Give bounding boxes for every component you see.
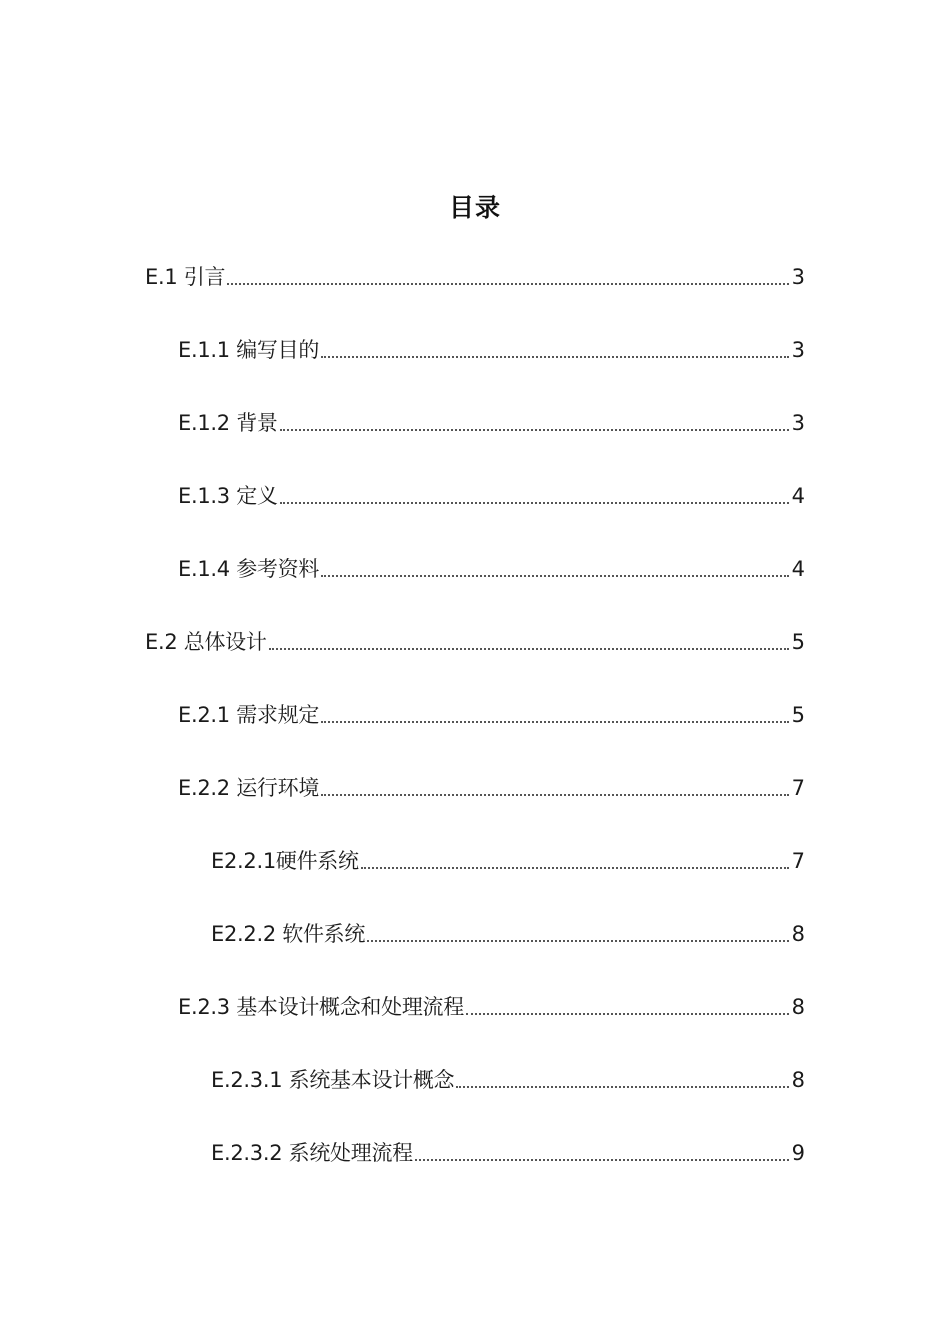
toc-page-number: 3 (791, 265, 805, 289)
toc-page-number: 5 (791, 703, 805, 727)
toc-entry-e2-2-1[interactable] (211, 846, 805, 876)
toc-entry-text: E.1.2 背景 (178, 411, 278, 435)
toc-page-number: 7 (791, 776, 805, 800)
toc-entry-text: E.2.2 运行环境 (178, 776, 320, 800)
toc-entry-text: E.2.3 基本设计概念和处理流程 (178, 995, 464, 1019)
dot-leader (280, 502, 789, 504)
dot-leader (227, 283, 788, 285)
toc-entry-text: E2.2.2 软件系统 (211, 922, 366, 946)
toc-entry-text: E.2.3.1 系统基本设计概念 (211, 1068, 455, 1092)
dot-leader (415, 1159, 789, 1161)
toc-page-number: 5 (791, 630, 805, 654)
dot-leader (321, 356, 789, 358)
toc-entry-e2[interactable] (145, 627, 805, 657)
toc-title: 目录 (448, 193, 501, 222)
toc-entry-e2-1[interactable] (178, 700, 805, 730)
toc-page-number: 8 (791, 995, 805, 1019)
toc-page-number: 7 (791, 849, 805, 873)
toc-entry-e2-2-2[interactable] (211, 919, 805, 949)
toc-entry-e1-1[interactable] (178, 335, 805, 365)
toc-entry-text: E.1 引言 (145, 265, 226, 289)
toc-entry-e2-2[interactable] (178, 773, 805, 803)
toc-entry-text: E2.2.1硬件系统 (211, 849, 359, 873)
toc-entry-e2-3-1[interactable] (211, 1065, 805, 1095)
toc-entry-text: E.1.4 参考资料 (178, 557, 320, 581)
dot-leader (456, 1086, 788, 1088)
toc-entry-e1[interactable] (145, 262, 805, 292)
toc-page-number: 4 (791, 484, 805, 508)
dot-leader (466, 1013, 789, 1015)
toc-entry-e1-3[interactable] (178, 481, 805, 511)
dot-leader (361, 867, 789, 869)
toc-page-number: 8 (791, 1068, 805, 1092)
toc-page-number: 4 (791, 557, 805, 581)
toc-entry-e1-4[interactable] (178, 554, 805, 584)
toc-entry-text: E.1.3 定义 (178, 484, 278, 508)
dot-leader (269, 648, 789, 650)
toc-entry-text: E.2.3.2 系统处理流程 (211, 1141, 413, 1165)
toc-page-number: 3 (791, 411, 805, 435)
toc-entry-text: E.2 总体设计 (145, 630, 267, 654)
dot-leader (367, 940, 789, 942)
toc-page-number: 9 (791, 1141, 805, 1165)
toc-entry-text: E.1.1 编写目的 (178, 338, 320, 362)
dot-leader (280, 429, 789, 431)
toc-page-number: 8 (791, 922, 805, 946)
dot-leader (321, 721, 789, 723)
dot-leader (321, 575, 789, 577)
toc-entry-e2-3-2[interactable] (211, 1138, 805, 1168)
dot-leader (321, 794, 789, 796)
toc-entry-e1-2[interactable] (178, 408, 805, 438)
toc-entry-text: E.2.1 需求规定 (178, 703, 320, 727)
toc-page-number: 3 (791, 338, 805, 362)
toc-entry-e2-3[interactable] (178, 992, 805, 1022)
